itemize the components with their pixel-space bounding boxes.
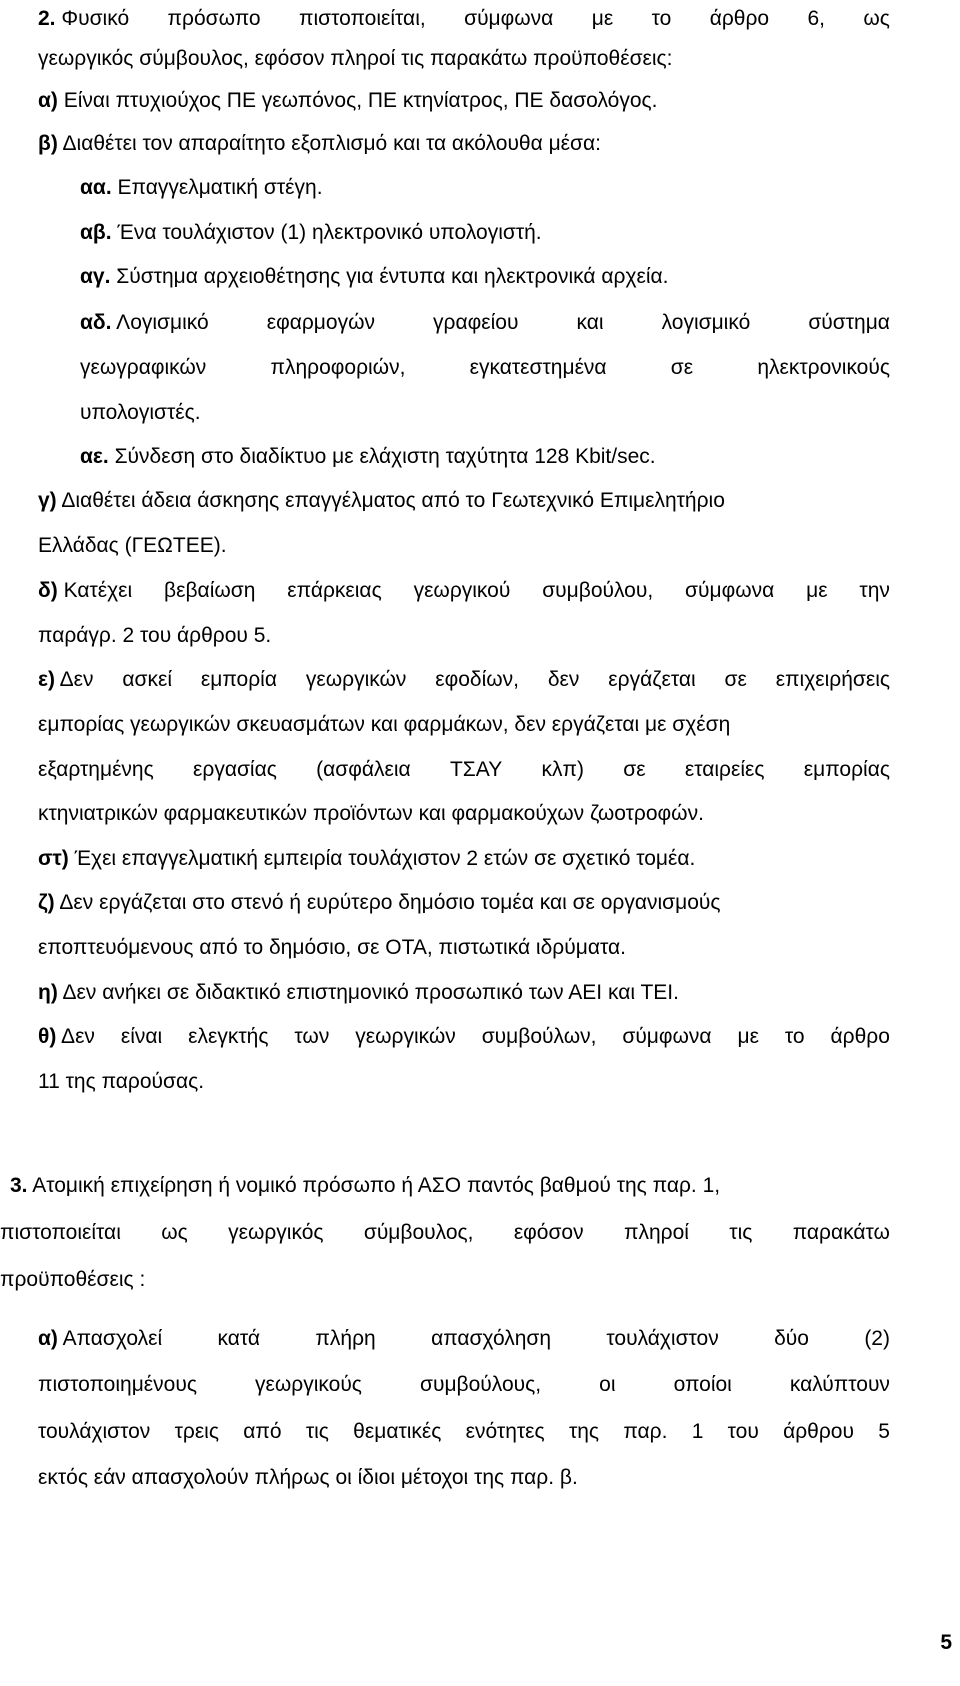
word: θ) Δεν [38, 1025, 95, 1048]
item-label: αδ. [80, 311, 112, 334]
word: με [806, 579, 828, 602]
item-ab [80, 220, 542, 246]
word: την [859, 579, 890, 602]
word: συμβούλους, [420, 1373, 542, 1396]
word: οποίοι [673, 1373, 732, 1396]
word: με [737, 1025, 759, 1048]
section3-heading-num: 3. [10, 1174, 28, 1197]
item-st [38, 846, 695, 872]
item-ad-text-end: υπολογιστές. [80, 401, 201, 424]
item-a-text: Είναι πτυχιούχος ΠΕ γεωπόνος, ΠΕ κτηνίατρος, ΠΕ δασολόγος. [63, 89, 658, 112]
word: γεωργικών [305, 668, 407, 691]
word: εργάζεται [608, 668, 696, 691]
item-g-label: γ) [38, 489, 57, 512]
word: ασκεί [122, 668, 173, 691]
word: εφαρμογών [266, 311, 375, 334]
word: παρ. [623, 1420, 668, 1443]
section2-heading-line1 [38, 6, 890, 32]
word: είναι [120, 1025, 163, 1048]
word: ενότητες [465, 1420, 545, 1443]
word: σύμφωνα [622, 1025, 712, 1048]
word: κλπ) [541, 758, 584, 781]
word: 6, [807, 7, 825, 30]
word: γεωργικούς [255, 1373, 362, 1396]
word: και [576, 311, 604, 334]
word: (ασφάλεια [316, 758, 411, 781]
section3-heading-line2 [0, 1220, 890, 1246]
item-b-label: β) [38, 132, 58, 155]
item-th-text-end: 11 της παρούσας. [38, 1070, 205, 1093]
word: ελεγκτής [188, 1025, 269, 1048]
section3-heading-line1 [10, 1173, 720, 1199]
word: γεωργικού [413, 579, 511, 602]
word: ως [161, 1221, 188, 1244]
item-z-label: ζ) [38, 891, 55, 914]
item-ag-label: αγ. [80, 265, 111, 288]
word: απασχόληση [431, 1327, 552, 1350]
s3-item-a-line4 [38, 1465, 578, 1491]
word: (2) [864, 1327, 890, 1350]
word: σε [670, 356, 694, 379]
word: το [784, 1025, 805, 1048]
item-th-line2 [38, 1069, 204, 1095]
item-ad-line3 [80, 400, 201, 426]
word: σύστημα [808, 311, 890, 334]
item-label: α) [38, 1327, 58, 1350]
item-st-label: στ) [38, 847, 69, 870]
word: εγκατεστημένα [469, 356, 607, 379]
word: λογισμικό [661, 311, 751, 334]
item-e-line2 [38, 712, 730, 738]
word: α) Απασχολεί [38, 1327, 163, 1350]
item-ag [80, 264, 668, 290]
word: άρθρου [783, 1420, 854, 1443]
item-b [38, 131, 601, 157]
word: ως [863, 7, 890, 30]
word: από [243, 1420, 282, 1443]
item-ad-line1 [80, 310, 890, 336]
word: δύο [774, 1327, 809, 1350]
word: συμβούλου, [542, 579, 654, 602]
item-d-line1 [38, 578, 890, 604]
word: σύμφωνα [464, 7, 554, 30]
item-g-text-end: Ελλάδας (ΓΕΩΤΕΕ). [38, 534, 227, 557]
item-e-line3 [38, 757, 890, 783]
item-g-line1 [38, 488, 725, 514]
word: γεωργικών [355, 1025, 456, 1048]
word: πλήρη [315, 1327, 376, 1350]
item-ab-text: Ένα τουλάχιστον (1) ηλεκτρονικό υπολογιστή. [117, 221, 542, 244]
word: ΤΣΑΥ [449, 758, 503, 781]
word: οι [599, 1373, 616, 1396]
word: γραφείου [433, 311, 519, 334]
item-e-text-4: κτηνιατρικών φαρμακευτικών προϊόντων και φαρμακούχων ζωοτροφών. [38, 802, 704, 825]
word: εφοδίων, [435, 668, 519, 691]
word: τουλάχιστον [38, 1420, 151, 1443]
word: άρθρο [709, 7, 770, 30]
word: εργασίας [193, 758, 277, 781]
s3-item-a-line2 [38, 1372, 890, 1398]
item-th-line1 [38, 1024, 890, 1050]
item-ae-label: αε. [80, 445, 109, 468]
item-e-line4 [38, 801, 704, 827]
item-g-line2 [38, 533, 227, 559]
word: 1 [691, 1420, 704, 1443]
word: συμβούλων, [481, 1025, 597, 1048]
section3-heading-text-end: προϋποθέσεις : [0, 1268, 146, 1291]
item-a-label: α) [38, 89, 58, 112]
item-z-text: Δεν εργάζεται στο στενό ή ευρύτερο δημόσιο τομέα και σε οργανισμούς [59, 891, 721, 914]
word: καλύπτουν [789, 1373, 890, 1396]
item-ad-line2 [80, 355, 890, 381]
word: εταιρείες [684, 758, 765, 781]
word: εμπορίας [803, 758, 890, 781]
section2-heading-text: γεωργικός σύμβουλος, εφόσον πληροί τις παρακάτω προϋποθέσεις: [38, 47, 673, 70]
item-label: δ) [38, 579, 58, 602]
item-ae [80, 444, 656, 470]
section3-heading-text: Ατομική επιχείρηση ή νομικό πρόσωπο ή ΑΣΟ παντός βαθμού της παρ. 1, [32, 1174, 721, 1197]
page-number: 5 [940, 1631, 952, 1654]
item-d-text-end: παράγρ. 2 του άρθρου 5. [38, 624, 272, 647]
word: εμπορία [200, 668, 277, 691]
item-ab-label: αβ. [80, 221, 112, 244]
word: επάρκειας [287, 579, 382, 602]
s3-item-a-line3 [38, 1419, 890, 1445]
word: επιχειρήσεις [775, 668, 890, 691]
word: τρεις [174, 1420, 219, 1443]
word: τις [305, 1420, 329, 1443]
item-g-text: Διαθέτει άδεια άσκησης επαγγέλματος από το Γεωτεχνικό Επιμελητήριο [61, 489, 725, 512]
item-e-line1 [38, 667, 890, 693]
word: 5 [878, 1420, 890, 1443]
word: γεωργικός [228, 1221, 324, 1244]
item-aa-text: Επαγγελματική στέγη. [117, 176, 323, 199]
word: σύμβουλος, [363, 1221, 474, 1244]
word: κατά [217, 1327, 261, 1350]
word: ηλεκτρονικούς [757, 356, 890, 379]
item-h [38, 980, 679, 1006]
word: γεωγραφικών [80, 356, 207, 379]
item-b-text: Διαθέτει τον απαραίτητο εξοπλισμό και τα ακόλουθα μέσα: [62, 132, 601, 155]
word: 2. Φυσικό [38, 7, 130, 30]
word: σε [724, 668, 747, 691]
word: δ) Κατέχει [38, 579, 133, 602]
item-label: 2. [38, 7, 56, 30]
item-label: ε) [38, 668, 55, 691]
word: σε [623, 758, 646, 781]
word: τις [729, 1221, 753, 1244]
word: δεν [547, 668, 580, 691]
word: βεβαίωση [164, 579, 256, 602]
word: πιστοποιείται [0, 1221, 121, 1244]
item-a [38, 88, 657, 114]
word: τουλάχιστον [606, 1327, 719, 1350]
word: με [591, 7, 614, 30]
s3-item-a-line1 [38, 1326, 890, 1352]
word: ε) Δεν [38, 668, 94, 691]
word: το [651, 7, 672, 30]
word: πιστοποιημένους [38, 1373, 197, 1396]
item-h-text: Δεν ανήκει σε διδακτικό επιστημονικό προσωπικό των ΑΕΙ και ΤΕΙ. [62, 981, 679, 1004]
word: παρακάτω [792, 1221, 890, 1244]
item-z-line1 [38, 890, 721, 916]
word: πληροφοριών, [270, 356, 406, 379]
word: πρόσωπο [167, 7, 261, 30]
item-ag-text: Σύστημα αρχειοθέτησης για έντυπα και ηλεκτρονικά αρχεία. [116, 265, 669, 288]
word: άρθρο [830, 1025, 890, 1048]
section3-heading-line3 [0, 1267, 145, 1293]
word: εξαρτημένης [38, 758, 154, 781]
item-z-text-end: εποπτευόμενους από το δημόσιο, σε ΟΤΑ, πιστωτικά ιδρύματα. [38, 936, 626, 959]
word: πιστοποιείται, [299, 7, 426, 30]
word: του [727, 1420, 759, 1443]
item-d-line2 [38, 623, 271, 649]
section2-heading-line2 [38, 46, 673, 72]
item-st-text: Έχει επαγγελματική εμπειρία τουλάχιστον 2 ετών σε σχετικό τομέα. [74, 847, 696, 870]
word: εφόσον [513, 1221, 584, 1244]
s3-item-a-text-end: εκτός εάν απασχολούν πλήρως οι ίδιοι μέτοχοι της παρ. β. [38, 1466, 578, 1489]
item-aa-label: αα. [80, 176, 112, 199]
item-h-label: η) [38, 981, 58, 1004]
item-label: θ) [38, 1025, 57, 1048]
item-z-line2 [38, 935, 626, 961]
word: πληροί [623, 1221, 689, 1244]
word: αδ. Λογισμικό [80, 311, 209, 334]
item-e-text-2: εμπορίας γεωργικών σκευασμάτων και φαρμάκων, δεν εργάζεται με σχέση [38, 713, 731, 736]
word: σύμφωνα [685, 579, 775, 602]
word: των [294, 1025, 330, 1048]
item-aa [80, 175, 323, 201]
word: της [568, 1420, 600, 1443]
word: θεματικές [353, 1420, 442, 1443]
item-ae-text: Σύνδεση στο διαδίκτυο με ελάχιστη ταχύτητα 128 Kbit/sec. [114, 445, 656, 468]
